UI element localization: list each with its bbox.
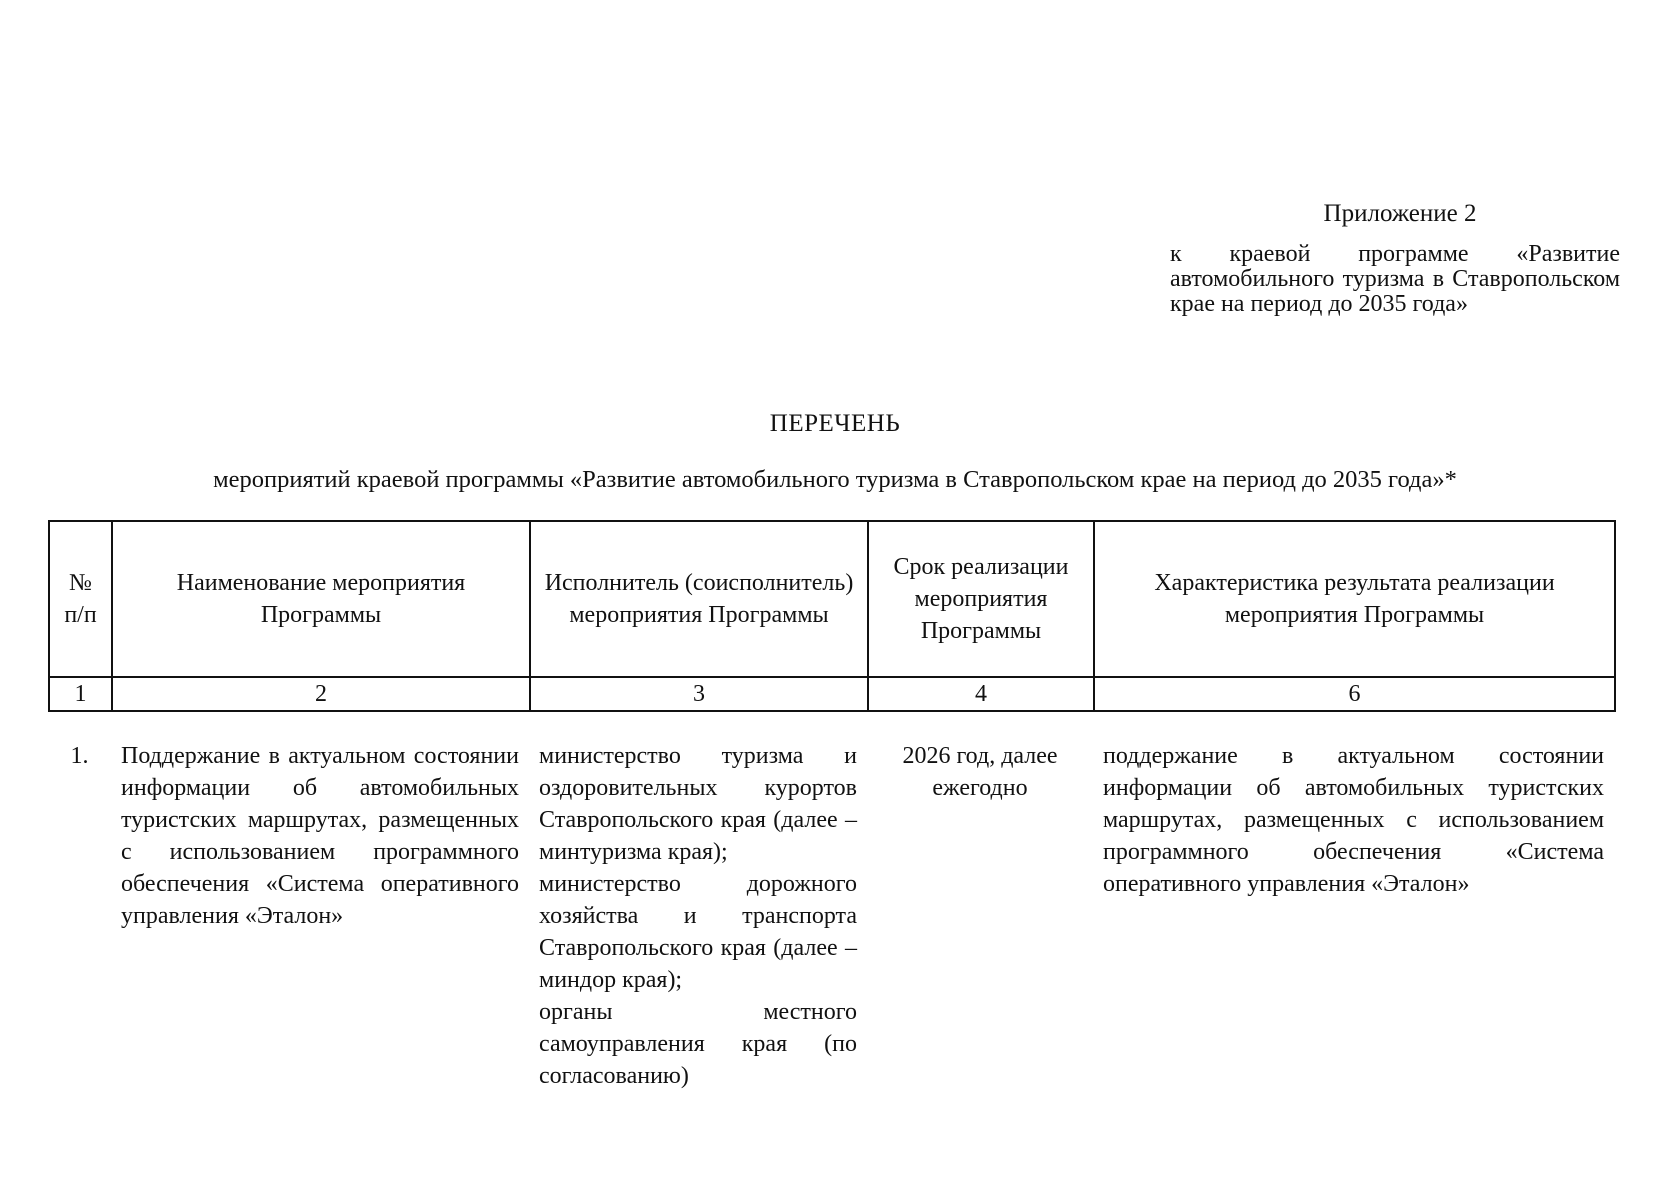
events-table-header (48, 520, 1616, 712)
column-number-row (49, 677, 1615, 711)
appendix-block (1170, 200, 1620, 317)
column-number: 6 (1094, 677, 1615, 711)
executor-item: министерство туризма и оздоровительных курортов Ставропольского края (далее – минтуризма края); (539, 743, 857, 865)
document-subtitle: мероприятий краевой программы «Развитие автомобильного туризма в Ставропольском крае на период до 2035 года»* (213, 466, 1457, 493)
row-term: 2026 год, далее ежегодно (902, 743, 1058, 801)
executor-item: органы местного самоуправления края (по согласованию) (539, 999, 857, 1089)
table-row (48, 740, 1614, 1092)
header-result: Характеристика результата реализации мероприятия Программы (1094, 521, 1615, 677)
appendix-text: к краевой программе «Развитие автомобильного туризма в Ставропольском крае на период до 2035 года» (1170, 241, 1620, 317)
header-executor: Исполнитель (соисполнитель) мероприятия Программы (530, 521, 868, 677)
column-number: 2 (112, 677, 530, 711)
appendix-title: Приложение 2 (1323, 200, 1477, 227)
document-title: ПЕРЕЧЕНЬ (769, 410, 901, 437)
events-table-body (48, 740, 1614, 1092)
column-number: 3 (530, 677, 868, 711)
column-number: 1 (49, 677, 112, 711)
header-term: Срок реализации мероприятия Программы (868, 521, 1094, 677)
row-number: 1. (70, 743, 89, 769)
header-number: № п/п (49, 521, 112, 677)
row-event-name: Поддержание в актуальном состоянии информации об автомобильных туристских маршрутах, размещенных с использованием программного обеспечения «Система оперативного управления «Эталон» (121, 743, 519, 929)
header-event-name: Наименование мероприятия Программы (112, 521, 530, 677)
executor-item: министерство дорожного хозяйства и транспорта Ставропольского края (далее – миндор края); (539, 871, 857, 993)
row-result: поддержание в актуальном состоянии информации об автомобильных туристских маршрутах, размещенных с использованием программного обеспечения «Система оперативного управления «Эталон» (1103, 743, 1604, 897)
row-executor (529, 740, 867, 1092)
header-row (49, 521, 1615, 677)
column-number: 4 (868, 677, 1094, 711)
